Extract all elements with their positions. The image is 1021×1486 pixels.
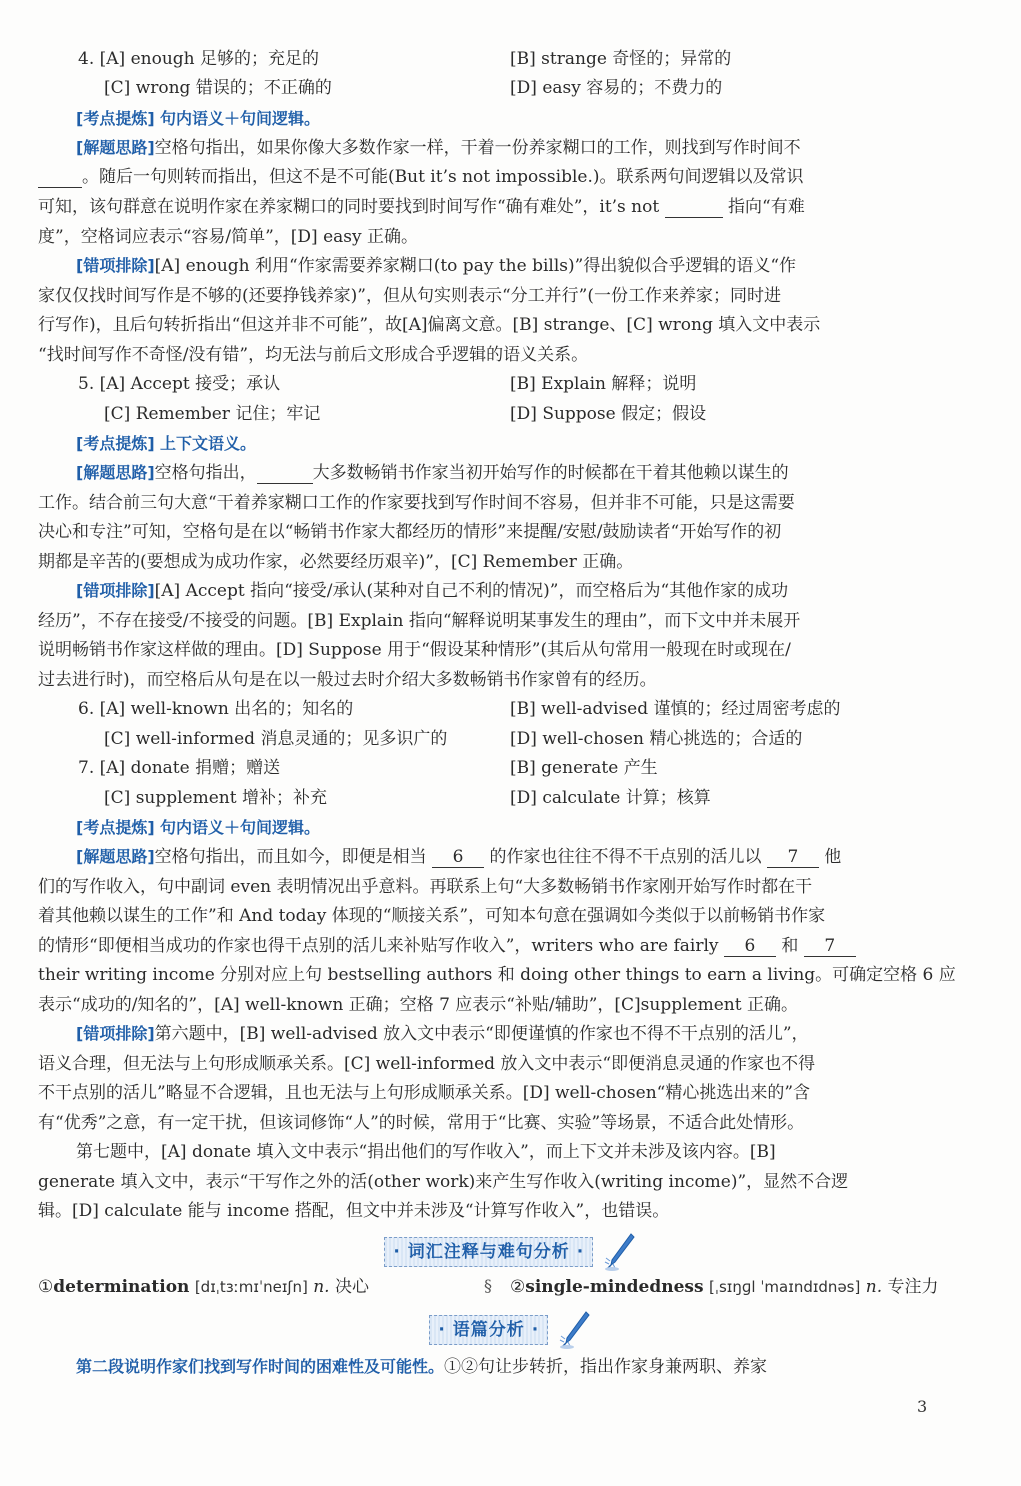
q7-option-d: [D] calculate 计算；核算 [510,788,711,808]
q5-cuoxiang-line2: 经历”，不存在接受/不接受的问题。[B] Explain 指向“解释说明某事发生的理由”，而下文中并未展开 [38,611,801,631]
q5-cuoxiang-line3: 说明畅销书作家这样做的理由。[D] Suppose 用于“假设某种情形”(其后从句常用一般现在时或现在/ [38,640,791,660]
q5-option-d: [D] Suppose 假定；假设 [510,404,707,424]
q5-jieti-line4: 期都是辛苦的(要想成为成功作家，必然要经历艰辛)”，[C] Remember 正确。 [38,552,634,572]
vocab-section-title: · 词汇注释与难句分析 · [384,1237,593,1267]
q67-jieti-line6: 表示“成功的/知名的”，[A] well-known 正确；空格 7 应表示“补贴/辅助”，[C]supplement 正确。 [38,995,798,1015]
q7-analysis-line3: 辑。[D] calculate 能与 income 搭配，但文中并未涉及“计算写作收入”，也错误。 [38,1201,670,1221]
q5-option-a: 5. [A] Accept 接受；承认 [78,374,281,394]
discourse-section-title: · 语篇分析 · [429,1315,548,1345]
q4-jieti-line1: [解题思路]空格句指出，如果你像大多数作家一样，干着一份养家糊口的工作，则找到写作时间不 [76,138,801,158]
q67-jieti-line4: 的情形“即便相当成功的作家也得干点别的活儿来补贴写作收入”，writers who are fairly 6 和 7 [38,931,856,961]
kaodian-label: [考点提炼] [76,109,155,128]
pen-icon [603,1232,637,1272]
q4-cuoxiang-line3: 行写作)，且后句转折指出“但这并非不可能”，故[A]偏离文意。[B] strange、[C] wrong 填入文中表示 [38,315,821,335]
q4-cuoxiang-line2: 家仅仅找时间写作是不够的(还要挣钱养家)”，但从句实则表示“分工并行”(一份工作来养家；同时进 [38,286,781,306]
blank-7: 7 [767,847,819,868]
q67-jieti-line1: [解题思路]空格句指出，而且如今，即便是相当 6 的作家也往往不得不干点别的活儿以 7 他 [76,847,842,867]
q67-kaodian: [考点提炼] 句内语义＋句间逻辑。 [76,818,321,837]
discourse-text: 第二段说明作家们找到写作时间的困难性及可能性。①②句让步转折，指出作家身兼两职、养家 [76,1357,768,1377]
q5-kaodian: [考点提炼] 上下文语义。 [76,434,257,453]
q7-analysis-line1: 第七题中，[A] donate 填入文中表示“捐出他们的写作收入”，而上下文并未涉及该内容。[B] [76,1142,776,1162]
jieti-label: [解题思路] [76,138,155,157]
q6-option-b: [B] well-advised 谨慎的；经过周密考虑的 [510,699,841,719]
blank-6: 6 [432,847,484,868]
q7-analysis-line2: generate 填入文中，表示“干写作之外的活(other work)来产生写作收入(writing income)”，显然不合逻 [38,1172,849,1192]
q67-cuoxiang-line2: 语义合理，但无法与上句形成顺承关系。[C] well-informed 放入文中表示“即便消息灵通的作家也不得 [38,1054,816,1074]
q6-option-d: [D] well-chosen 精心挑选的；合适的 [510,729,803,749]
q6-option-a: 6. [A] well-known 出名的；知名的 [78,699,354,719]
cuoxiang-label: [错项排除] [76,256,155,275]
q5-jieti-line1: [解题思路]空格句指出， 大多数畅销书作家当初开始写作的时候都在干着其他赖以谋生的 [76,463,789,483]
discourse-section-header [0,1310,1021,1344]
q67-cuoxiang-line3: 不干点别的活儿”略显不合逻辑，且也无法与上句形成顺承关系。[D] well-chosen“精心挑选出来的”含 [38,1083,811,1103]
q5-cuoxiang-line1: [错项排除][A] Accept 指向“接受/承认(某种对自己不利的情况)”，而空格后为“其他作家的成功 [76,581,789,601]
separator-icon: § [484,1276,492,1295]
q7-option-b: [B] generate 产生 [510,758,658,778]
q67-jieti-line5: their writing income 分别对应上句 bestselling authors 和 doing other things to earn a living。可确定空格 6 应 [38,965,956,985]
q4-option-a: 4. [A] enough 足够的；充足的 [78,49,320,69]
q4-jieti-line2: 。随后一句则转而指出，但这不是不可能(But it’s not impossible.)。联系两句间逻辑以及常识 [38,162,804,192]
q7-option-c: [C] supplement 增补；补充 [104,788,327,808]
q4-jieti-line3: 可知，该句群意在说明作家在养家糊口的同时要找到时间写作“确有难处”，it’s not 指向“有难 [38,197,805,217]
page-number: 3 [917,1397,928,1416]
q4-jieti-line4: 度”，空格词应表示“容易/简单”，[D] easy 正确。 [38,227,419,247]
q6-option-c: [C] well-informed 消息灵通的；见多识广的 [104,729,448,749]
q4-cuoxiang-line4: “找时间写作不奇怪/没有错”，均无法与前后文形成合乎逻辑的语义关系。 [38,345,589,365]
q4-option-c: [C] wrong 错误的；不正确的 [104,78,332,98]
q67-jieti-line2: 们的写作收入，句中副词 even 表明情况出乎意料。再联系上句“大多数畅销书作家刚开始写作时都在干 [38,877,813,897]
q4-cuoxiang-line1: [错项排除][A] enough 利用“作家需要养家糊口(to pay the bills)”得出貌似合乎逻辑的语义“作 [76,256,797,276]
vocab-section-header [0,1232,1021,1266]
q4-kaodian: [考点提炼] 句内语义＋句间逻辑。 [76,109,321,128]
pen-icon [558,1310,592,1350]
q5-option-b: [B] Explain 解释；说明 [510,374,697,394]
vocab-item-2: ②single-mindedness [ˌsɪŋɡl ˈmaɪndɪdnəs] n. 专注力 [510,1277,939,1297]
q67-cuoxiang-line1: [错项排除]第六题中，[B] well-advised 放入文中表示“即便谨慎的作家也不得不干点别的活儿”， [76,1024,809,1044]
q5-option-c: [C] Remember 记住；牢记 [104,404,321,424]
q67-cuoxiang-line4: 有“优秀”之意，有一定干扰，但该词修饰“人”的时候，常用于“比赛、实验”等场景，不适合此处情形。 [38,1113,805,1133]
q4-option-d: [D] easy 容易的；不费力的 [510,78,723,98]
q5-jieti-line3: 决心和专注”可知，空格句是在以“畅销书作家大都经历的情形”来提醒/安慰/鼓励读者“开始写作的初 [38,522,782,542]
vocab-item-1: ①determination [dɪˌtɜːmɪˈneɪʃn] n. 决心 [38,1277,369,1297]
q5-cuoxiang-line4: 过去进行时)，而空格后从句是在以一般过去时介绍大多数畅销书作家曾有的经历。 [38,670,657,690]
q7-option-a: 7. [A] donate 捐赠；赠送 [78,758,281,778]
q5-jieti-line2: 工作。结合前三句大意“干着养家糊口工作的作家要找到写作时间不容易，但并非不可能，只是这需要 [38,493,795,513]
q4-option-b: [B] strange 奇怪的；异常的 [510,49,732,69]
q67-jieti-line3: 着其他赖以谋生的工作”和 And today 体现的“顺接关系”，可知本句意在强调如今类似于以前畅销书作家 [38,906,826,926]
